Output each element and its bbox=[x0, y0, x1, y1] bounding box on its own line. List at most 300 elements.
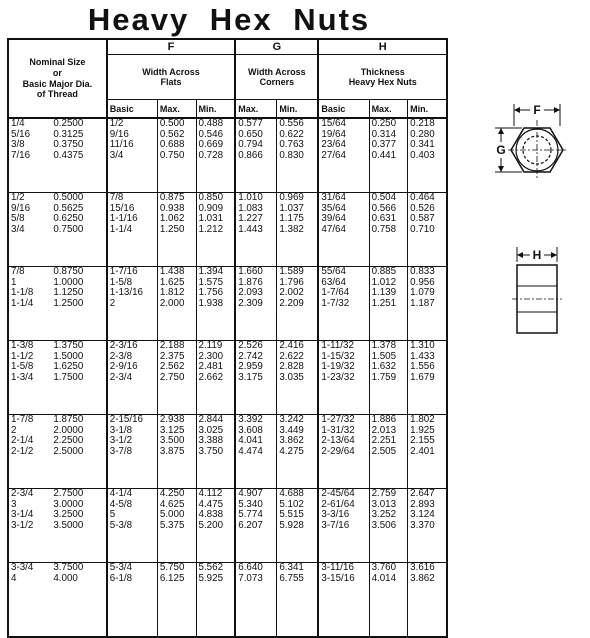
f-arrow-right bbox=[554, 107, 560, 113]
nominal-size-cell bbox=[8, 341, 51, 415]
value: 2.562 bbox=[159, 361, 185, 373]
thickness-max-cell bbox=[369, 489, 408, 563]
value: 2.251 bbox=[371, 435, 397, 447]
value: 1.759 bbox=[371, 371, 397, 383]
value: 1/2 bbox=[109, 118, 124, 129]
value: 0.500 bbox=[159, 118, 185, 129]
value: 1.251 bbox=[371, 297, 397, 309]
nominal-size-cell bbox=[8, 118, 51, 193]
value: 0.875 bbox=[159, 192, 185, 203]
value: 2.481 bbox=[198, 361, 224, 373]
value: 1-31/32 bbox=[321, 424, 355, 436]
corners-min-cell bbox=[277, 489, 319, 563]
thickness-max-cell bbox=[369, 563, 408, 638]
value: 1.589 bbox=[279, 266, 304, 277]
value: 1.556 bbox=[410, 361, 435, 373]
corners-max-cell bbox=[235, 267, 277, 341]
value: 2.119 bbox=[198, 340, 223, 351]
g-column-letter: G bbox=[235, 39, 318, 55]
nut-dimension-drawing bbox=[470, 90, 585, 335]
f-basic-header: Basic bbox=[107, 100, 158, 119]
h-max-header: Max. bbox=[369, 100, 408, 119]
value: 2.7500 bbox=[53, 488, 84, 499]
value: 0.6250 bbox=[53, 213, 84, 225]
value: 1-7/64 bbox=[321, 287, 350, 299]
value: 2-1/2 bbox=[11, 445, 34, 457]
value: 2.647 bbox=[410, 488, 435, 499]
value: 3.025 bbox=[198, 424, 224, 436]
value: 0.885 bbox=[371, 266, 397, 277]
value: 0.250 bbox=[371, 118, 397, 129]
basic-dia-cell bbox=[51, 341, 106, 415]
value: 4.688 bbox=[279, 488, 304, 499]
value: 2-15/16 bbox=[109, 414, 143, 425]
value: 1-7/32 bbox=[321, 297, 350, 309]
value: 35/64 bbox=[321, 202, 346, 214]
corners-min-cell bbox=[277, 118, 319, 193]
value: 0.938 bbox=[159, 202, 185, 214]
thickness-max-cell bbox=[369, 415, 408, 489]
value: 1.250 bbox=[159, 223, 185, 235]
value: 5.340 bbox=[238, 498, 263, 510]
value: 3.124 bbox=[410, 509, 435, 521]
value: 19/64 bbox=[321, 128, 346, 140]
value: 5-3/4 bbox=[109, 562, 133, 573]
thickness-basic-cell bbox=[318, 118, 369, 193]
value: 2.155 bbox=[410, 435, 435, 447]
flats-min-cell bbox=[196, 489, 235, 563]
size-group-row bbox=[8, 118, 447, 193]
value: 5.102 bbox=[279, 498, 304, 510]
value: 5.928 bbox=[279, 519, 304, 531]
corners-min-cell bbox=[277, 341, 319, 415]
thickness-basic-cell bbox=[318, 563, 369, 638]
size-group-row bbox=[8, 193, 447, 267]
value: 6.125 bbox=[159, 572, 185, 584]
value: 7/16 bbox=[11, 149, 31, 161]
value: 1.139 bbox=[371, 287, 397, 299]
value: 0.830 bbox=[279, 149, 304, 161]
h-basic-header: Basic bbox=[318, 100, 369, 119]
value: 2.209 bbox=[279, 297, 304, 309]
value: 2.742 bbox=[238, 350, 263, 362]
nominal-header-line: Nominal Size bbox=[29, 57, 86, 68]
thickness-basic-cell bbox=[318, 489, 369, 563]
corners-max-cell bbox=[235, 341, 277, 415]
flats-max-cell bbox=[157, 118, 196, 193]
value: 2.5000 bbox=[53, 445, 84, 457]
value: 1.575 bbox=[198, 276, 224, 288]
value: 1.438 bbox=[159, 266, 185, 277]
width-across-flats-header bbox=[107, 55, 236, 100]
value: 3.2500 bbox=[53, 509, 84, 521]
value: 2-29/64 bbox=[321, 445, 355, 457]
value: 3.035 bbox=[279, 371, 304, 383]
value: 2.375 bbox=[159, 350, 185, 362]
value: 0.5000 bbox=[53, 192, 84, 203]
nominal-header-line: or bbox=[52, 67, 62, 78]
value: 1-1/2 bbox=[11, 350, 34, 362]
nominal-size-cell bbox=[8, 415, 51, 489]
value: 2.188 bbox=[159, 340, 185, 351]
corners-max-cell bbox=[235, 415, 277, 489]
value: 1.227 bbox=[238, 213, 263, 225]
size-group-row bbox=[8, 267, 447, 341]
nominal-header-lines bbox=[11, 57, 104, 99]
value: 4-1/4 bbox=[109, 488, 133, 499]
value: 1.679 bbox=[410, 371, 435, 383]
value: 1.796 bbox=[279, 276, 304, 288]
value: 0.850 bbox=[198, 192, 224, 203]
value: 23/64 bbox=[321, 139, 346, 151]
value: 1.876 bbox=[238, 276, 263, 288]
value: 3.875 bbox=[159, 445, 185, 457]
value: 15/64 bbox=[321, 118, 346, 129]
value: 1.079 bbox=[410, 287, 435, 299]
value: 0.280 bbox=[410, 128, 435, 140]
value: 9/16 bbox=[11, 202, 31, 214]
thickness-basic-cell bbox=[318, 415, 369, 489]
value: 1.0000 bbox=[53, 276, 84, 288]
h-min-header: Min. bbox=[408, 100, 447, 119]
page-title: Heavy Hex Nuts bbox=[87, 2, 371, 37]
value: 0.587 bbox=[410, 213, 435, 225]
value: 6.755 bbox=[279, 572, 304, 584]
value: 5.562 bbox=[198, 562, 224, 573]
flats-max-cell bbox=[157, 341, 196, 415]
header-line: Corners bbox=[259, 77, 295, 87]
value: 1.382 bbox=[279, 223, 304, 235]
value: 0.8750 bbox=[53, 266, 84, 277]
value: 2.828 bbox=[279, 361, 304, 373]
value: 0.833 bbox=[410, 266, 435, 277]
value: 1-1/4 bbox=[109, 223, 133, 235]
value: 2-61/64 bbox=[321, 498, 355, 510]
value: 2.759 bbox=[371, 488, 397, 499]
value: 3.013 bbox=[371, 498, 397, 510]
corners-max-cell bbox=[235, 489, 277, 563]
value: 2-13/64 bbox=[321, 435, 355, 447]
value: 15/16 bbox=[109, 202, 135, 214]
value: 7.073 bbox=[238, 572, 263, 584]
value: 1.037 bbox=[279, 202, 304, 214]
value: 0.669 bbox=[198, 139, 224, 151]
nominal-size-cell bbox=[8, 563, 51, 638]
value: 0.866 bbox=[238, 149, 263, 161]
value: 2.526 bbox=[238, 340, 263, 351]
thickness-header bbox=[318, 55, 447, 100]
value: 5 bbox=[109, 509, 116, 521]
flats-max-cell bbox=[157, 563, 196, 638]
value: 0.622 bbox=[279, 128, 304, 140]
value: 3-7/16 bbox=[321, 519, 350, 531]
value: 0.546 bbox=[198, 128, 224, 140]
nominal-size-cell bbox=[8, 267, 51, 341]
value: 4.112 bbox=[198, 488, 223, 499]
value: 1.886 bbox=[371, 414, 397, 425]
value: 0.377 bbox=[371, 139, 397, 151]
value: 2-9/16 bbox=[109, 361, 138, 373]
value: 1.3750 bbox=[53, 340, 84, 351]
flats-min-cell bbox=[196, 415, 235, 489]
table-body bbox=[8, 118, 447, 637]
value: 3-11/16 bbox=[321, 562, 354, 573]
top-view bbox=[495, 104, 566, 180]
h-arrow-left bbox=[517, 252, 523, 258]
value: 2-1/4 bbox=[11, 435, 34, 447]
value: 1.187 bbox=[410, 297, 435, 309]
nominal-size-cell bbox=[8, 489, 51, 563]
thickness-max-cell bbox=[369, 267, 408, 341]
h-arrow-right bbox=[551, 252, 557, 258]
value: 4.838 bbox=[198, 509, 224, 521]
value: 1.310 bbox=[410, 340, 435, 351]
value: 0.7500 bbox=[53, 223, 84, 235]
value: 2.300 bbox=[198, 350, 224, 362]
value: 5.375 bbox=[159, 519, 185, 531]
value: 63/64 bbox=[321, 276, 346, 288]
corners-min-cell bbox=[277, 563, 319, 638]
thickness-basic-cell bbox=[318, 341, 369, 415]
value: 0.2500 bbox=[53, 118, 84, 129]
value: 0.750 bbox=[159, 149, 185, 161]
value: 2.002 bbox=[279, 287, 304, 299]
value: 4.000 bbox=[53, 572, 78, 584]
flats-min-cell bbox=[196, 563, 235, 638]
thickness-max-cell bbox=[369, 193, 408, 267]
value: 1.660 bbox=[238, 266, 263, 277]
thickness-max-cell bbox=[369, 118, 408, 193]
value: 1-11/32 bbox=[321, 340, 354, 351]
value: 2.505 bbox=[371, 445, 397, 457]
value: 2.416 bbox=[279, 340, 304, 351]
value: 4-5/8 bbox=[109, 498, 133, 510]
value: 0.562 bbox=[159, 128, 185, 140]
flats-basic-cell bbox=[107, 415, 158, 489]
value: 4.474 bbox=[238, 445, 263, 457]
value: 1-1/16 bbox=[109, 213, 138, 225]
value: 3.760 bbox=[371, 562, 397, 573]
value: 3-3/4 bbox=[11, 562, 34, 573]
value: 47/64 bbox=[321, 223, 346, 235]
value: 27/64 bbox=[321, 149, 346, 161]
value: 1.6250 bbox=[53, 361, 84, 373]
value: 0.488 bbox=[198, 118, 224, 129]
flats-max-cell bbox=[157, 267, 196, 341]
value: 9/16 bbox=[109, 128, 129, 140]
basic-dia-cell bbox=[51, 118, 106, 193]
value: 0.556 bbox=[279, 118, 304, 129]
value: 3.125 bbox=[159, 424, 185, 436]
value: 3.500 bbox=[159, 435, 185, 447]
value: 5-3/8 bbox=[109, 519, 133, 531]
value: 3-3/16 bbox=[321, 509, 350, 521]
value: 5/16 bbox=[11, 128, 31, 140]
value: 3.506 bbox=[371, 519, 397, 531]
value: 1.5000 bbox=[53, 350, 84, 362]
nominal-size-cell bbox=[8, 193, 51, 267]
value: 0.441 bbox=[371, 149, 397, 161]
value: 1.083 bbox=[238, 202, 263, 214]
value: 2.662 bbox=[198, 371, 224, 383]
value: 11/16 bbox=[109, 139, 134, 151]
value: 4.625 bbox=[159, 498, 185, 510]
value: 0.3750 bbox=[53, 139, 84, 151]
value: 5.515 bbox=[279, 509, 304, 521]
g-max-header: Max. bbox=[235, 100, 277, 119]
value: 3-7/8 bbox=[109, 445, 133, 457]
value: 3/8 bbox=[11, 139, 25, 151]
header-line: Width Across bbox=[142, 67, 200, 77]
f-min-header: Min. bbox=[196, 100, 235, 119]
value: 0.464 bbox=[410, 192, 435, 203]
value: 5.750 bbox=[159, 562, 185, 573]
value: 1/4 bbox=[11, 118, 25, 129]
value: 2.0000 bbox=[53, 424, 84, 436]
value: 2.893 bbox=[410, 498, 435, 510]
flats-max-cell bbox=[157, 415, 196, 489]
value: 3.7500 bbox=[53, 562, 84, 573]
corners-min-cell bbox=[277, 193, 319, 267]
corners-min-cell bbox=[277, 415, 319, 489]
value: 7/8 bbox=[11, 266, 25, 277]
value: 1-7/8 bbox=[11, 414, 34, 425]
value: 3.616 bbox=[410, 562, 435, 573]
g-arrow-top bbox=[498, 128, 504, 134]
size-group-row bbox=[8, 415, 447, 489]
flats-basic-cell bbox=[107, 489, 158, 563]
flats-basic-cell bbox=[107, 267, 158, 341]
value: 1.012 bbox=[371, 276, 397, 288]
value: 3.388 bbox=[198, 435, 224, 447]
value: 1-13/16 bbox=[109, 287, 143, 299]
value: 0.794 bbox=[238, 139, 263, 151]
heavy-hex-nut-table bbox=[7, 38, 448, 638]
value: 6.207 bbox=[238, 519, 263, 531]
value: 1.938 bbox=[198, 297, 224, 309]
value: 0.403 bbox=[410, 149, 435, 161]
value: 0.631 bbox=[371, 213, 397, 225]
thickness-min-cell bbox=[408, 193, 447, 267]
value: 2.750 bbox=[159, 371, 185, 383]
value: 4.907 bbox=[238, 488, 263, 499]
value: 0.218 bbox=[410, 118, 435, 129]
value: 0.688 bbox=[159, 139, 185, 151]
f-max-header: Max. bbox=[157, 100, 196, 119]
value: 1.062 bbox=[159, 213, 185, 225]
value: 1-1/4 bbox=[11, 297, 34, 309]
value: 1 bbox=[11, 276, 17, 288]
value: 3 bbox=[11, 498, 17, 510]
value: 3-1/8 bbox=[109, 424, 133, 436]
value: 3.5000 bbox=[53, 519, 84, 531]
value: 6-1/8 bbox=[109, 572, 133, 584]
value: 0.577 bbox=[238, 118, 263, 129]
value: 0.504 bbox=[371, 192, 397, 203]
value: 1.812 bbox=[159, 287, 185, 299]
value: 0.4375 bbox=[53, 149, 84, 161]
value: 1.7500 bbox=[53, 371, 84, 383]
value: 3-1/2 bbox=[11, 519, 34, 531]
value: 2.401 bbox=[410, 445, 435, 457]
header-line: Flats bbox=[160, 77, 182, 87]
thickness-max-cell bbox=[369, 341, 408, 415]
value: 2.938 bbox=[159, 414, 185, 425]
value: 1.394 bbox=[198, 266, 224, 277]
value: 3-1/2 bbox=[109, 435, 133, 447]
value: 7/8 bbox=[109, 192, 124, 203]
thickness-basic-cell bbox=[318, 267, 369, 341]
basic-dia-cell bbox=[51, 563, 106, 638]
h-column-letter: H bbox=[318, 39, 447, 55]
value: 3/4 bbox=[11, 223, 25, 235]
value: 1.2500 bbox=[53, 297, 84, 309]
value: 0.728 bbox=[198, 149, 224, 161]
value: 5.000 bbox=[159, 509, 185, 521]
value: 4.275 bbox=[279, 445, 304, 457]
value: 5.925 bbox=[198, 572, 224, 584]
flats-max-cell bbox=[157, 489, 196, 563]
value: 3.862 bbox=[410, 572, 435, 584]
value: 1.031 bbox=[198, 213, 224, 225]
f-column-letter: F bbox=[107, 39, 236, 55]
value: 4.250 bbox=[159, 488, 185, 499]
flats-min-cell bbox=[196, 341, 235, 415]
value: 2-45/64 bbox=[321, 488, 355, 499]
value: 3.242 bbox=[279, 414, 304, 425]
value: 3.862 bbox=[279, 435, 304, 447]
value: 2 bbox=[109, 297, 116, 309]
basic-dia-cell bbox=[51, 267, 106, 341]
nominal-size-header bbox=[8, 39, 107, 118]
value: 1.756 bbox=[198, 287, 224, 299]
thickness-min-cell bbox=[408, 563, 447, 638]
value: 3.175 bbox=[238, 371, 263, 383]
value: 1-15/32 bbox=[321, 350, 355, 362]
width-across-corners-header bbox=[235, 55, 318, 100]
value: 3/4 bbox=[109, 149, 124, 161]
value: 0.314 bbox=[371, 128, 397, 140]
flats-basic-cell bbox=[107, 193, 158, 267]
value: 4 bbox=[11, 572, 17, 584]
value: 3.608 bbox=[238, 424, 263, 436]
value: 0.710 bbox=[410, 223, 435, 235]
size-group-row bbox=[8, 563, 447, 638]
size-group-row bbox=[8, 489, 447, 563]
corners-max-cell bbox=[235, 563, 277, 638]
value: 1/2 bbox=[11, 192, 25, 203]
value: 1-5/8 bbox=[11, 361, 34, 373]
value: 1.1250 bbox=[53, 287, 84, 299]
value: 2.000 bbox=[159, 297, 185, 309]
thickness-min-cell bbox=[408, 415, 447, 489]
value: 2.309 bbox=[238, 297, 263, 309]
flats-basic-cell bbox=[107, 118, 158, 193]
header-line: Width Across bbox=[248, 67, 306, 77]
header-line: Thickness bbox=[360, 67, 405, 77]
value: 1-1/8 bbox=[11, 287, 34, 299]
flats-basic-cell bbox=[107, 563, 158, 638]
value: 1-7/16 bbox=[109, 266, 138, 277]
nominal-header-line: of Thread bbox=[36, 89, 78, 100]
value: 2.622 bbox=[279, 350, 304, 362]
value: 5.200 bbox=[198, 519, 224, 531]
flats-basic-cell bbox=[107, 341, 158, 415]
value: 3.370 bbox=[410, 519, 435, 531]
value: 3-1/4 bbox=[11, 509, 34, 521]
value: 1.8750 bbox=[53, 414, 84, 425]
value: 2-3/16 bbox=[109, 340, 138, 351]
